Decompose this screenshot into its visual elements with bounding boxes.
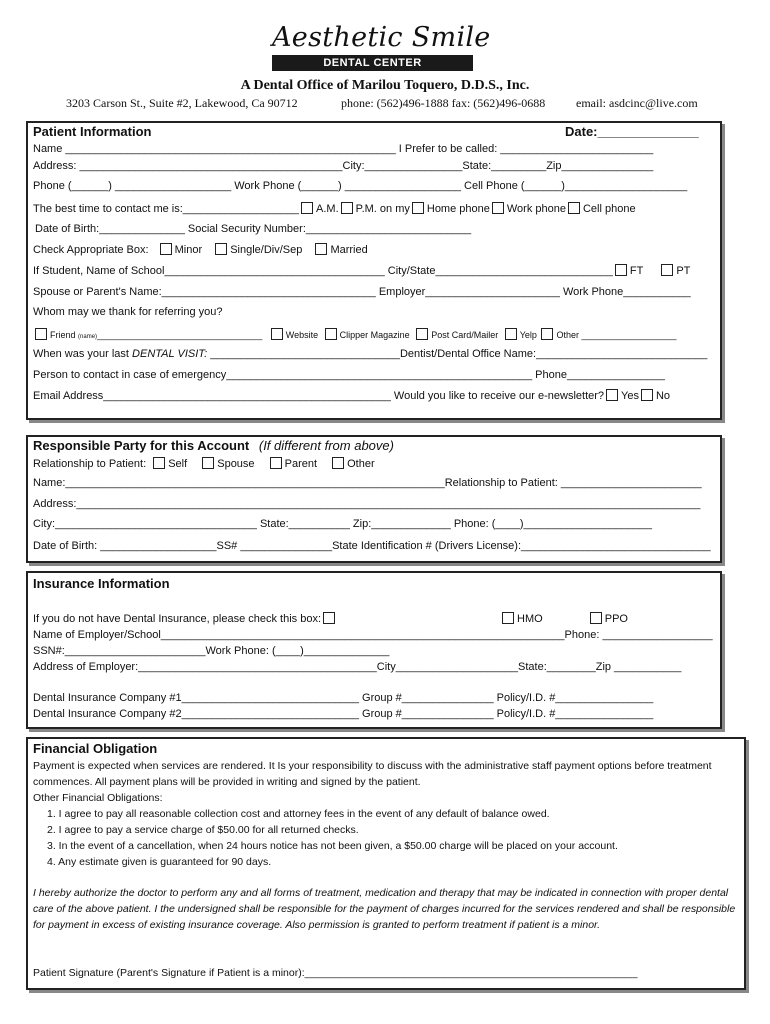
spouse-checkbox[interactable] bbox=[202, 457, 214, 469]
newsletter-yes-checkbox[interactable] bbox=[606, 389, 618, 401]
obligation-item-2: 2. I agree to pay a service charge of $50.00 for all returned checks. bbox=[47, 824, 359, 836]
website-checkbox[interactable] bbox=[271, 328, 283, 340]
postcard-checkbox[interactable] bbox=[416, 328, 428, 340]
obligation-item-4: 4. Any estimate given is guaranteed for 90 days. bbox=[47, 856, 272, 868]
no-insurance-checkbox[interactable] bbox=[323, 612, 335, 624]
logo-bar: DENTAL CENTER bbox=[272, 55, 473, 71]
newsletter-no-checkbox[interactable] bbox=[641, 389, 653, 401]
office-email: email: asdcinc@live.com bbox=[576, 96, 698, 110]
school-field[interactable]: If Student, Name of School____________________________________ City/State_____________________________ bbox=[33, 265, 613, 277]
clipper-checkbox[interactable] bbox=[325, 328, 337, 340]
date-field[interactable]: Date:______________ bbox=[565, 124, 699, 139]
spouse-label: Spouse bbox=[217, 458, 255, 470]
yelp-label: Yelp bbox=[519, 330, 537, 340]
obligation-item-1: 1. I agree to pay all reasonable collection cost and attorney fees in the event of any default of balance owed. bbox=[47, 808, 550, 820]
rel-other-label: Other bbox=[347, 458, 375, 470]
responsible-address-line[interactable]: Address:______________________________________________________________________________________________________ bbox=[33, 498, 701, 510]
ssn-line[interactable]: SSN#:_______________________Work Phone: (____)______________ bbox=[33, 645, 390, 657]
other-label[interactable]: Other ___________________ bbox=[556, 330, 677, 340]
parent-label: Parent bbox=[284, 458, 318, 470]
contact-time-label[interactable]: The best time to contact me is:___________________ bbox=[33, 203, 300, 215]
office-phone-fax: phone: (562)496-1888 fax: (562)496-0688 bbox=[341, 96, 546, 110]
no-label: No bbox=[655, 390, 671, 402]
last-visit-label: When was your last bbox=[33, 348, 129, 360]
insurance-title: Insurance Information bbox=[33, 576, 170, 591]
contact-time-line bbox=[33, 202, 636, 215]
responsible-party-title bbox=[33, 438, 394, 453]
home-phone-label: Home phone bbox=[426, 203, 490, 215]
am-label: A.M. bbox=[316, 203, 339, 215]
last-visit-field[interactable]: _______________________________Dentist/Dental Office Name:____________________________ bbox=[210, 348, 708, 360]
pm-checkbox[interactable] bbox=[341, 202, 353, 214]
pm-label: P.M. on my bbox=[355, 203, 410, 215]
insurance-company-2-line[interactable]: Dental Insurance Company #2_____________________________ Group #_______________ Policy/I.D. #________________ bbox=[33, 708, 654, 720]
dental-visit-label: DENTAL VISIT: bbox=[132, 348, 208, 360]
signature-line[interactable]: Patient Signature (Parent's Signature if Patient is a minor):_________________________________________________________ bbox=[33, 967, 638, 979]
friend-name-field[interactable]: _________________________________ bbox=[97, 330, 263, 340]
work-phone-label: Work phone bbox=[506, 203, 566, 215]
other-checkbox[interactable] bbox=[541, 328, 553, 340]
work-phone-checkbox[interactable] bbox=[492, 202, 504, 214]
school-line bbox=[33, 264, 690, 277]
status-line bbox=[33, 243, 368, 256]
spouse-line[interactable]: Spouse or Parent's Name:___________________________________ Employer______________________ Work Phone___________ bbox=[33, 286, 691, 298]
responsible-dob-line[interactable]: Date of Birth: ___________________SS# _______________State Identification # (Drivers License):_______________________________ bbox=[33, 540, 711, 552]
yelp-checkbox[interactable] bbox=[505, 328, 517, 340]
minor-label: Minor bbox=[174, 244, 203, 256]
ft-label: FT bbox=[629, 265, 644, 277]
financial-title: Financial Obligation bbox=[33, 741, 158, 756]
responsible-city-line[interactable]: City:_________________________________ State:__________ Zip:_____________ Phone: (____)_____________________ bbox=[33, 518, 653, 530]
plan-type bbox=[500, 612, 628, 625]
authorization-paragraph: I hereby authorize the doctor to perform any and all forms of treatment, medication and therapy that may be indicated in connection with proper dental care of the above patient. I the undersigned shall be responsible for the payment of charges incurred for the services rendered and shall be responsible for payment in excess of existing insurance coverage. Also permission is granted to perform treatment if patient is a minor. bbox=[33, 887, 736, 931]
phone-line[interactable]: Phone (______) ___________________ Work Phone (______) ___________________ Cell Phone (______)____________________ bbox=[33, 180, 688, 192]
emergency-contact-line[interactable]: Person to contact in case of emergency__________________________________________________ Phone________________ bbox=[33, 369, 665, 381]
responsible-title-note: (If different from above) bbox=[258, 438, 394, 453]
office-name: A Dental Office of Marilou Toquero, D.D.S., Inc. bbox=[240, 78, 530, 93]
home-phone-checkbox[interactable] bbox=[412, 202, 424, 214]
email-field[interactable]: Email Address_______________________________________________ Would you like to receive our e-newsletter? bbox=[33, 390, 605, 402]
address-line[interactable]: Address: ___________________________________________City:________________State:_________Zip_______________ bbox=[33, 160, 654, 172]
hmo-label: HMO bbox=[517, 613, 543, 625]
am-checkbox[interactable] bbox=[301, 202, 313, 214]
financial-paragraph: Payment is expected when services are rendered. It Is your responsibility to discuss with the administrative staff payment options before treatment commences. All payment plans will be provided in writing and signed by the patient. bbox=[33, 760, 712, 788]
friend-checkbox[interactable] bbox=[35, 328, 47, 340]
employer-line[interactable]: Name of Employer/School__________________________________________________________________Phone: __________________ bbox=[33, 629, 713, 641]
ft-checkbox[interactable] bbox=[615, 264, 627, 276]
responsible-relationship-line bbox=[33, 457, 375, 470]
pt-checkbox[interactable] bbox=[661, 264, 673, 276]
pt-label: PT bbox=[676, 265, 691, 277]
friend-name-hint: (name) bbox=[78, 334, 98, 340]
letterhead bbox=[0, 0, 770, 120]
yes-label: Yes bbox=[621, 390, 639, 402]
email-line bbox=[33, 389, 670, 402]
ppo-checkbox[interactable] bbox=[590, 612, 602, 624]
self-label: Self bbox=[168, 458, 188, 470]
office-address: 3203 Carson St., Suite #2, Lakewood, Ca 90712 bbox=[66, 96, 298, 110]
friend-label: Friend bbox=[50, 330, 76, 340]
no-insurance-label: If you do not have Dental Insurance, please check this box: bbox=[33, 613, 322, 625]
patient-information-title: Patient Information bbox=[33, 124, 152, 139]
logo-script: Aesthetic Smile bbox=[272, 22, 491, 53]
referral-options bbox=[33, 328, 677, 340]
married-checkbox[interactable] bbox=[315, 243, 327, 255]
clipper-label: Clipper Magazine bbox=[339, 330, 410, 340]
no-insurance-line bbox=[33, 612, 338, 625]
cell-phone-label: Cell phone bbox=[582, 203, 636, 215]
relationship-label: Relationship to Patient: bbox=[33, 458, 147, 470]
rel-other-checkbox[interactable] bbox=[332, 457, 344, 469]
postcard-label: Post Card/Mailer bbox=[431, 330, 499, 340]
website-label: Website bbox=[285, 330, 319, 340]
status-label: Check Appropriate Box: bbox=[33, 244, 149, 256]
parent-checkbox[interactable] bbox=[270, 457, 282, 469]
last-visit-line[interactable] bbox=[33, 348, 707, 360]
employer-address-line[interactable]: Address of Employer:_______________________________________City____________________State:________Zip ___________ bbox=[33, 661, 682, 673]
single-checkbox[interactable] bbox=[215, 243, 227, 255]
obligation-item-3: 3. In the event of a cancellation, when 24 hours notice has not been given, a $50.00 charge will be placed on your account. bbox=[47, 840, 618, 852]
ppo-label: PPO bbox=[604, 613, 628, 625]
other-obligations-label: Other Financial Obligations: bbox=[33, 792, 163, 804]
responsible-name-line[interactable]: Name:______________________________________________________________Relationship to Patient: _______________________ bbox=[33, 477, 702, 489]
single-label: Single/Div/Sep bbox=[230, 244, 303, 256]
self-checkbox[interactable] bbox=[153, 457, 165, 469]
hmo-checkbox[interactable] bbox=[502, 612, 514, 624]
dob-ssn-line[interactable]: Date of Birth:______________ Social Security Number:___________________________ bbox=[35, 223, 472, 235]
referral-question: Whom may we thank for referring you? bbox=[33, 306, 223, 318]
cell-phone-checkbox[interactable] bbox=[568, 202, 580, 214]
insurance-company-1-line[interactable]: Dental Insurance Company #1_____________________________ Group #_______________ Policy/I.D. #________________ bbox=[33, 692, 654, 704]
married-label: Married bbox=[330, 244, 368, 256]
minor-checkbox[interactable] bbox=[160, 243, 172, 255]
responsible-title-text: Responsible Party for this Account bbox=[33, 438, 250, 453]
name-line[interactable]: Name ______________________________________________________ I Prefer to be called: _________________________ bbox=[33, 143, 654, 155]
